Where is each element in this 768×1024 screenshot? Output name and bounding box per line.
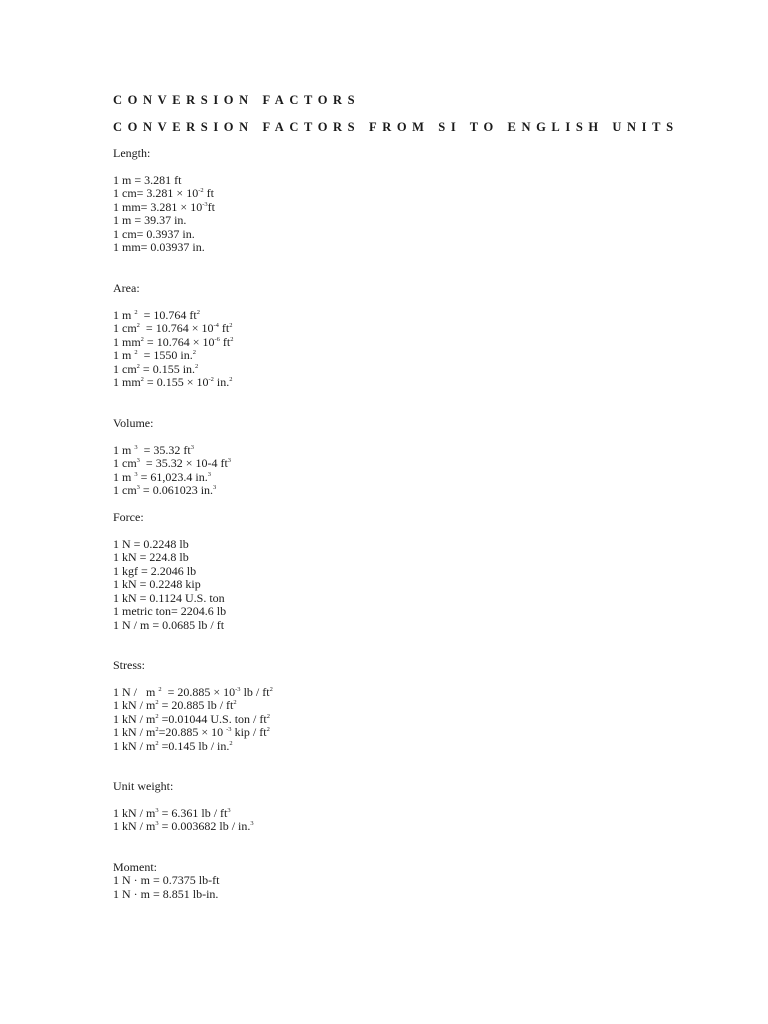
- conversion-line: 1 N · m = 0.7375 lb-ft: [113, 873, 220, 887]
- conversion-line: 1 N · m = 8.851 lb-in.: [113, 887, 219, 901]
- conversion-line: 1 kN / $m^2 =0.01044$ U.S. ton / $ft^2$: [113, 712, 270, 726]
- conversion-line: 1 kgf = 2.2046 lb: [113, 564, 197, 578]
- conversion-line: Moment:: [113, 860, 157, 874]
- conversion-line: Stress:: [113, 658, 146, 672]
- conversion-line: 1 m $^3$ = 61,023.4 in.$^3$: [113, 470, 211, 484]
- conversion-line: Length:: [113, 146, 151, 160]
- conversion-line: Volume:: [113, 416, 154, 430]
- conversion-line: 1 mm= 0.03937 in.: [113, 240, 205, 254]
- conversion-line: 1 N = 0.2248 lb: [113, 537, 189, 551]
- conversion-line: Force:: [113, 510, 144, 524]
- conversion-line: 1 $cm^2 = 0.155$ in.$^2$: [113, 362, 199, 376]
- page-subtitle: CONVERSION FACTORS FROM SI TO ENGLISH UNITS: [113, 120, 679, 134]
- conversion-line: 1 m $^2$ = 1550 in.$^2$: [113, 348, 196, 362]
- conversion-line: 1 m = 3.281 ft: [113, 173, 182, 187]
- conversion-line: 1 $mm= 3.281 \times 10^{-3}ft$: [113, 200, 215, 214]
- conversion-line: 1 m $^2$ = 10.764 $ft^2$: [113, 308, 200, 322]
- conversion-line: 1 N / m $^2 = 20.885 \times 10^{-3}$ lb / $ft^2$: [113, 685, 273, 699]
- conversion-line: 1 N / m = 0.0685 lb / ft: [113, 618, 225, 632]
- conversion-line: 1 metric ton= 2204.6 lb: [113, 604, 227, 618]
- conversion-line: 1 kN = 0.1124 U.S. ton: [113, 591, 225, 605]
- conversion-line: 1 kN / $m^2 =0.145$ lb / in.$^2$: [113, 739, 233, 753]
- conversion-line: 1 $cm^2 = 10.764 \times 10^{-4}$ $ft^2$: [113, 321, 233, 335]
- page-title: CONVERSION FACTORS: [113, 93, 361, 107]
- conversion-line: Unit weight:: [113, 779, 174, 793]
- conversion-line: 1 kN / $m^2=20.885 \times 10$ $^{-3}$ kip / $ft^2$: [113, 725, 270, 739]
- conversion-line: 1 kN / $m^3 = 6.361$ lb / $ft^3$: [113, 806, 231, 820]
- conversion-line: 1 m = 39.37 in.: [113, 213, 187, 227]
- conversion-line: 1 m $^3$ = 35.32 $ft^3$: [113, 443, 194, 457]
- conversion-line: 1 $cm= 3.281 \times 10^{-2}$ ft: [113, 186, 214, 200]
- conversion-line: 1 kN / $m^3 = 0.003682$ lb / in.$^3$: [113, 819, 254, 833]
- conversion-line: 1 kN = 0.2248 kip: [113, 577, 201, 591]
- conversion-line: 1 $cm^3 = 35.32 \times 10-4$ $ft^3$: [113, 456, 232, 470]
- conversion-line: 1 $mm^2 = 10.764 \times 10^{-6}$ $ft^2$: [113, 335, 234, 349]
- conversion-line: 1 cm= 0.3937 in.: [113, 227, 195, 241]
- conversion-line: 1 $cm^3 = 0.061023$ in.$^3$: [113, 483, 217, 497]
- conversion-line: 1 kN = 224.8 lb: [113, 550, 189, 564]
- conversion-line: 1 kN / $m^2 = 20.885$ lb / $ft^2$: [113, 698, 237, 712]
- conversion-line: Area:: [113, 281, 140, 295]
- conversion-line: 1 $mm^2 = 0.155 \times 10^{-2}$ in.$^2$: [113, 375, 233, 389]
